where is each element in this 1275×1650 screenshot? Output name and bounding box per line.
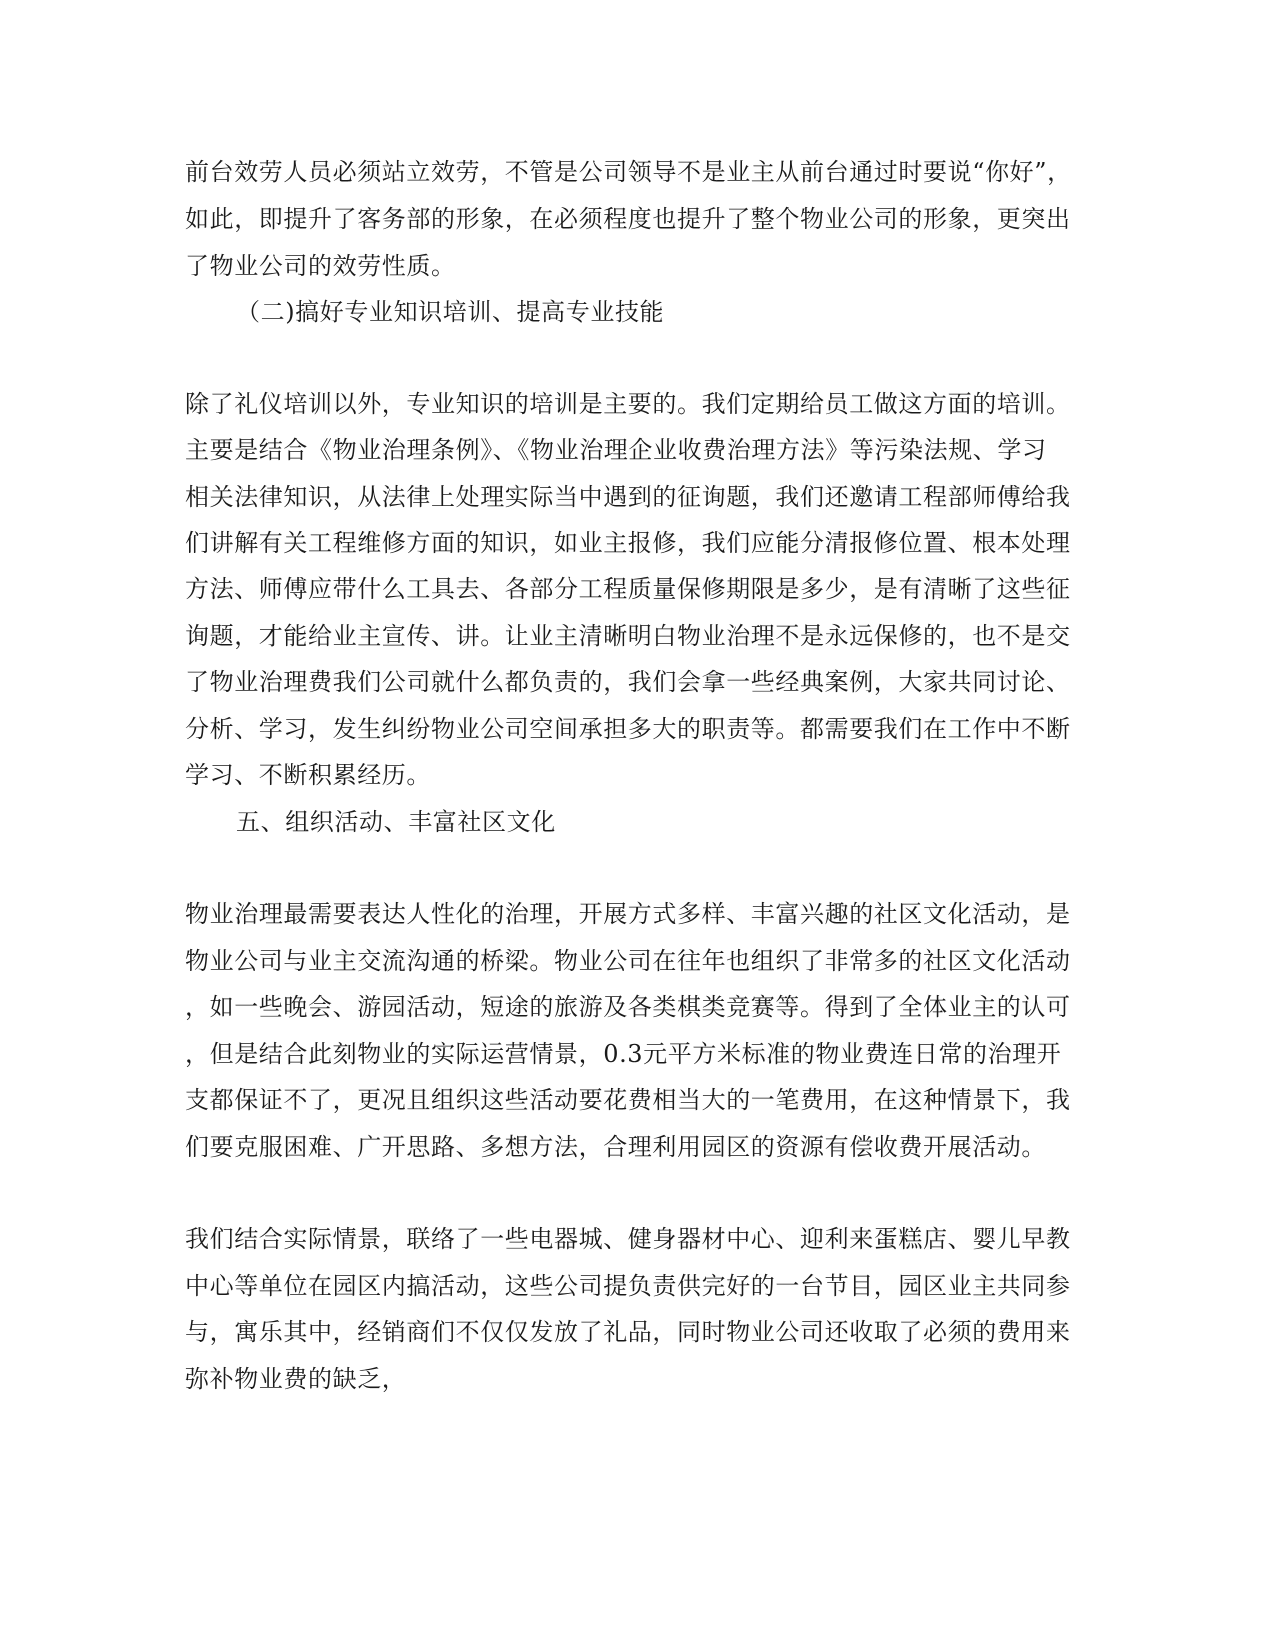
section-heading-community-culture: 五、组织活动、丰富社区文化 [236, 808, 556, 836]
text-line: 分析、学习，发生纠纷物业公司空间承担多大的职责等。都需要我们在工作中不断 [185, 715, 1071, 743]
text-line: 了物业公司的效劳性质。 [185, 252, 456, 280]
text-line: 物业治理最需要表达人性化的治理，开展方式多样、丰富兴趣的社区文化活动，是 [185, 900, 1071, 928]
text-line: 弥补物业费的缺乏， [185, 1365, 407, 1393]
text-line: 物业公司与业主交流沟通的桥梁。物业公司在往年也组织了非常多的社区文化活动 [185, 947, 1071, 975]
text-line: 们要克服困难、广开思路、多想方法，合理利用园区的资源有偿收费开展活动。 [185, 1133, 1046, 1161]
text-line: 除了礼仪培训以外，专业知识的培训是主要的。我们定期给员工做这方面的培训。 [185, 390, 1071, 418]
text-line: 方法、师傅应带什么工具去、各部分工程质量保修期限是多少，是有清晰了这些征 [185, 575, 1071, 603]
text-line: 们讲解有关工程维修方面的知识，如业主报修，我们应能分清报修位置、根本处理 [185, 529, 1071, 557]
text-line: 我们结合实际情景，联络了一些电器城、健身器材中心、迎利来蛋糕店、婴儿早教 [185, 1225, 1071, 1253]
text-line: 询题，才能给业主宣传、讲。让业主清晰明白物业治理不是永远保修的，也不是交 [185, 622, 1071, 650]
text-line: 如此，即提升了客务部的形象，在必须程度也提升了整个物业公司的形象，更突出 [185, 205, 1071, 233]
section-heading-professional-training: （二)搞好专业知识培训、提高专业技能 [236, 298, 665, 326]
text-line: 主要是结合《物业治理条例》、《物业治理企业收费治理方法》等污染法规、学习 [185, 436, 1047, 464]
text-line: ，如一些晚会、游园活动，短途的旅游及各类棋类竞赛等。得到了全体业主的认可 [185, 993, 1071, 1021]
text-line: 中心等单位在园区内搞活动，这些公司提负责供完好的一台节目，园区业主共同参 [185, 1272, 1071, 1300]
text-line: 相关法律知识，从法律上处理实际当中遇到的征询题，我们还邀请工程部师傅给我 [185, 483, 1071, 511]
text-line: ，但是结合此刻物业的实际运营情景，0.3元平方米标准的物业费连日常的治理开 [185, 1040, 1062, 1068]
text-line: 支都保证不了，更况且组织这些活动要花费相当大的一笔费用，在这种情景下，我 [185, 1086, 1071, 1114]
text-line: 了物业治理费我们公司就什么都负责的，我们会拿一些经典案例，大家共同讨论、 [185, 668, 1071, 696]
text-line: 前台效劳人员必须站立效劳，不管是公司领导不是业主从前台通过时要说“你好”， [185, 158, 1072, 186]
text-line: 学习、不断积累经历。 [185, 761, 431, 789]
text-line: 与，寓乐其中，经销商们不仅仅发放了礼品，同时物业公司还收取了必须的费用来 [185, 1318, 1071, 1346]
